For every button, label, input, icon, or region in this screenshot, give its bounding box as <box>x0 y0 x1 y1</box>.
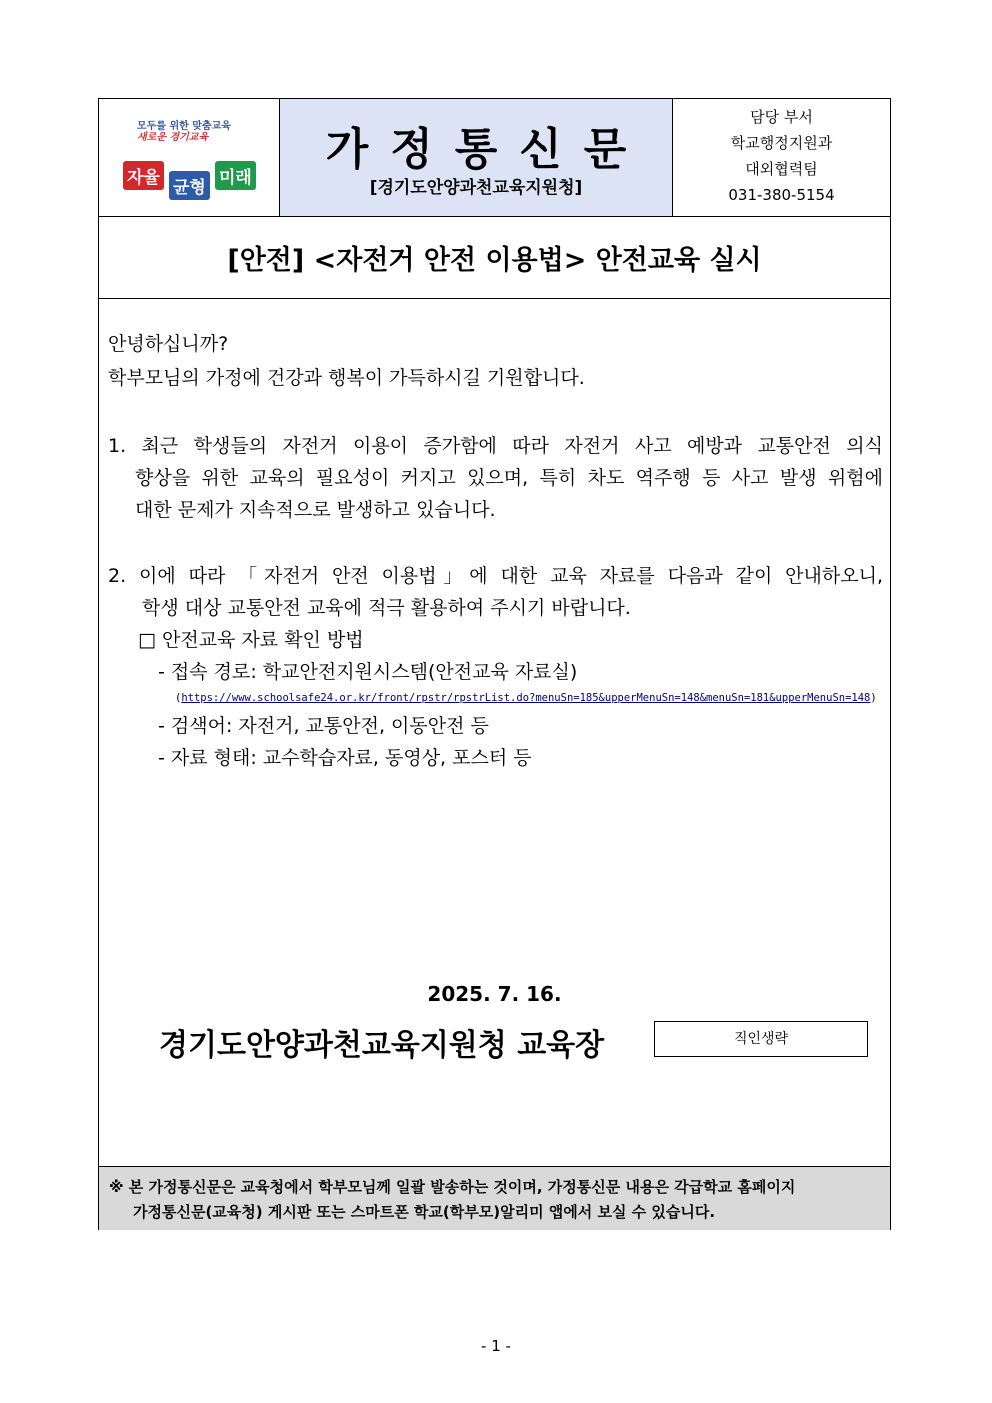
department-label: 담당 부서 <box>750 108 813 126</box>
schoolsafe-link[interactable]: https://www.schoolsafe24.or.kr/front/rpstr/rpstrList.do?menuSn=185&upperMenuSn=148&menuSn=181&upperMenuSn=148 <box>181 692 871 704</box>
greeting-line-1: 안녕하십니까? <box>108 333 229 355</box>
footer-line-2: 가정통신문(교육청) 게시판 또는 스마트폰 학교(학부모)알리미 앱에서 보실 수 있습니다. <box>133 1203 716 1221</box>
item1-line-1: 1. 최근 학생들의 자전거 이용이 증가함에 따라 자전거 사고 예방과 교통안전 의식 <box>108 435 883 457</box>
department-cell <box>673 99 890 216</box>
subject-title: [안전] <자전거 안전 이용법> 안전교육 실시 <box>227 245 762 276</box>
department-team: 대외협력팀 <box>745 160 818 178</box>
seal-box: 직인생략 <box>654 1021 868 1057</box>
page-subtitle: [경기도안양과천교육지원청] <box>369 178 583 198</box>
department-phone: 031-380-5154 <box>728 186 835 204</box>
item1-line-2: 향상을 위한 교육의 필요성이 커지고 있으며, 특히 차도 역주행 등 사고 발생 위험에 <box>135 467 883 489</box>
material-types-line: - 자료 형태: 교수학습자료, 동영상, 포스터 등 <box>158 747 532 769</box>
footer-notice <box>99 1166 890 1230</box>
access-path-line: - 접속 경로: 학교안전지원시스템(안전교육 자료실) <box>158 661 578 683</box>
issuer-name: 경기도안양과천교육지원청 교육장 <box>159 1028 605 1063</box>
newsletter-frame <box>98 98 891 1230</box>
subject-row <box>99 216 890 299</box>
url-line: (https://www.schoolsafe24.or.kr/front/rpstr/rpstrList.do?menuSn=185&upperMenuSn=148&menuSn=181&upperMenuSn=148) <box>175 692 877 704</box>
badge-autonomy: 자율 <box>123 161 164 190</box>
page-number: - 1 - <box>481 1337 511 1355</box>
logo-cell <box>99 99 280 216</box>
badge-balance: 균형 <box>169 171 210 200</box>
logo-slogan: 모두를 위한 맞춤교육 새로운 경기교육 <box>137 121 231 143</box>
item2-line-1: 2. 이에 따라 「자전거 안전 이용법」에 대한 교육 자료를 다음과 같이 안내하오니, <box>108 565 883 587</box>
page-title: 가정통신문 <box>325 124 649 175</box>
greeting-line-2: 학부모님의 가정에 건강과 행복이 가득하시길 기원합니다. <box>108 367 585 389</box>
department-unit: 학교행정지원과 <box>730 134 833 152</box>
checkbox-heading: □ 안전교육 자료 확인 방법 <box>138 629 364 651</box>
footer-line-1: ※ 본 가정통신문은 교육청에서 학부모님께 일괄 발송하는 것이며, 가정통신문 내용은 각급학교 홈페이지 <box>109 1178 796 1196</box>
issue-date: 2025. 7. 16. <box>427 982 562 1006</box>
item1-line-3: 대한 문제가 지속적으로 발생하고 있습니다. <box>135 499 496 521</box>
item2-line-2: 학생 대상 교통안전 교육에 적극 활용하여 주시기 바랍니다. <box>142 597 631 619</box>
search-terms-line: - 검색어: 자전거, 교통안전, 이동안전 등 <box>158 715 489 737</box>
title-cell <box>280 99 673 216</box>
header-row <box>99 99 890 217</box>
badge-future: 미래 <box>215 161 256 190</box>
